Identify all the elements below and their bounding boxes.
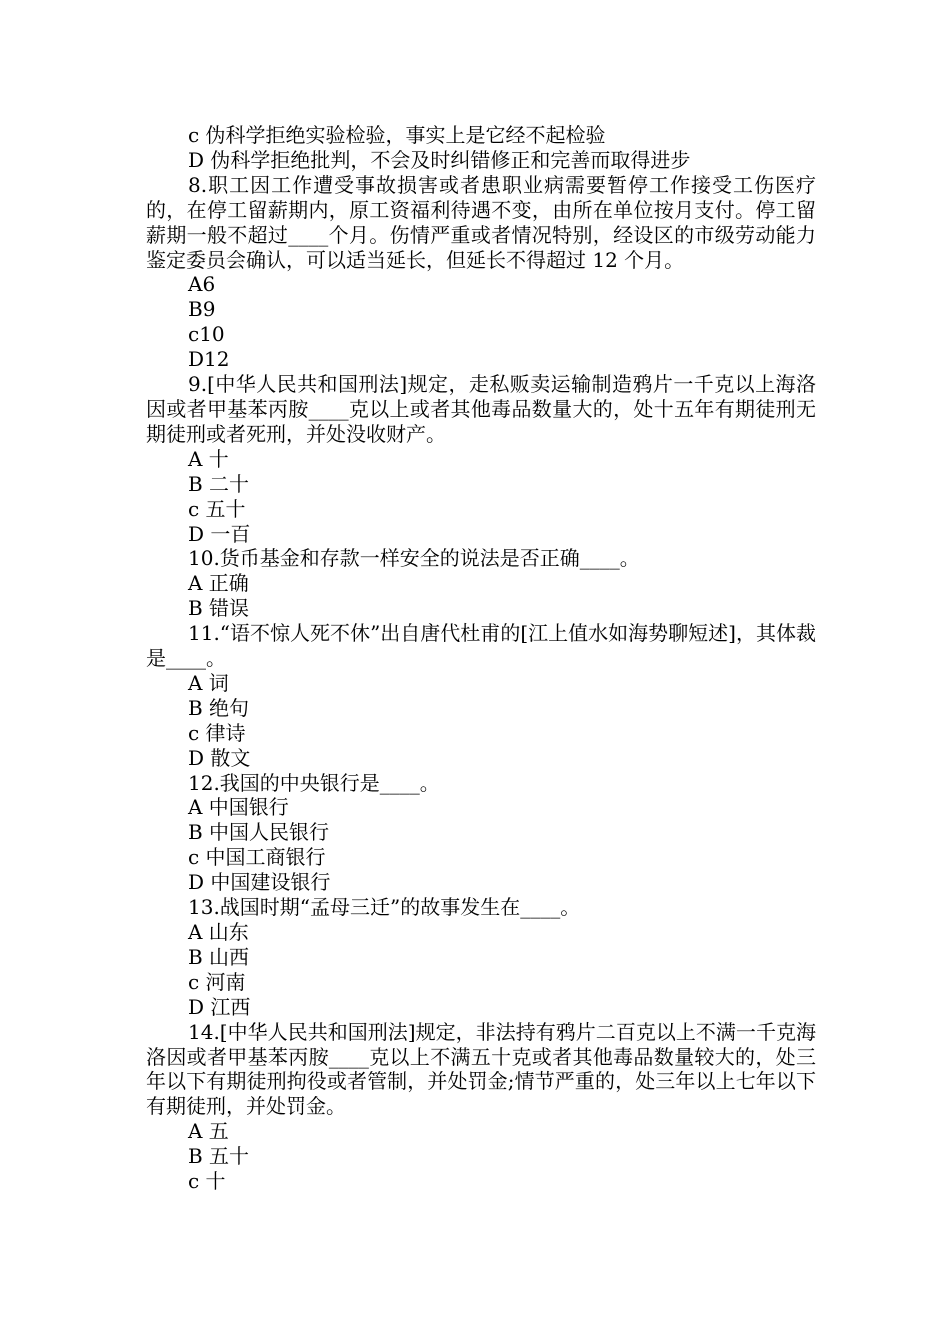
question-11: 11.“语不惊人死不休”出自唐代杜甫的[江上值水如海势聊短述]，其体裁是____。: [146, 621, 816, 671]
option-b-q8: B9: [188, 297, 216, 322]
question-14: 14.[中华人民共和国刑法]规定，非法持有鸦片二百克以上不满一千克海洛因或者甲基苯丙胺____克以上不满五十克或者其他毒品数量较大的，处三年以下有期徒刑拘役或者管制，并处罚金;情节严重的，处三年以上七年以下有期徒刑，并处罚金。: [146, 1019, 816, 1119]
option-a-q10: A 正确: [188, 571, 249, 596]
option-b-q12: B 中国人民银行: [188, 820, 330, 845]
option-c-q9: c 五十: [188, 496, 246, 521]
question-12: 12.我国的中央银行是____。: [188, 770, 440, 795]
option-a-q12: A 中国银行: [188, 795, 289, 820]
option-d-q9: D 一百: [188, 521, 251, 546]
option-a-q11: A 词: [188, 670, 229, 695]
question-9: 9.[中华人民共和国刑法]规定，走私贩卖运输制造鸦片一千克以上海洛因或者甲基苯丙胺____克以上或者其他毒品数量大的，处十五年有期徒刑无期徒刑或者死刑，并处没收财产。: [146, 372, 816, 446]
option-d-q12: D 中国建设银行: [188, 870, 331, 895]
option-c-q11: c 律诗: [188, 720, 246, 745]
option-a-q14: A 五: [188, 1119, 229, 1144]
option-d-q8: D12: [188, 347, 230, 372]
option-b-q14: B 五十: [188, 1144, 250, 1169]
question-13: 13.战国时期“孟母三迁”的故事发生在____。: [188, 895, 581, 920]
option-b-q13: B 山西: [188, 944, 250, 969]
option-c-q12: c 中国工商银行: [188, 845, 326, 870]
option-a-q8: A6: [188, 272, 216, 297]
question-10: 10.货币基金和存款一样安全的说法是否正确____。: [188, 546, 640, 571]
option-b-q10: B 错误: [188, 596, 250, 621]
option-d-q7: D 伪科学拒绝批判，不会及时纠错修正和完善而取得进步: [188, 147, 691, 172]
option-d-q13: D 江西: [188, 994, 251, 1019]
option-c-q13: c 河南: [188, 969, 246, 994]
question-8: 8.职工因工作遭受事故损害或者患职业病需要暂停工作接受工伤医疗的，在停工留薪期内，原工资福利待遇不变，由所在单位按月支付。停工留薪期一般不超过____个月。伤情严重或者情况特别，经设区的市级劳动能力鉴定委员会确认，可以适当延长，但延长不得超过 12 个月。: [146, 172, 816, 272]
option-a-q9: A 十: [188, 446, 229, 471]
option-c-q8: c10: [188, 322, 225, 347]
option-a-q13: A 山东: [188, 920, 249, 944]
option-b-q9: B 二十: [188, 471, 250, 496]
option-d-q11: D 散文: [188, 745, 251, 770]
document-page: [146, 123, 816, 1194]
option-b-q11: B 绝句: [188, 695, 250, 720]
option-c-q7: c 伪科学拒绝实验检验，事实上是它经不起检验: [188, 123, 606, 147]
option-c-q14: c 十: [188, 1169, 226, 1194]
